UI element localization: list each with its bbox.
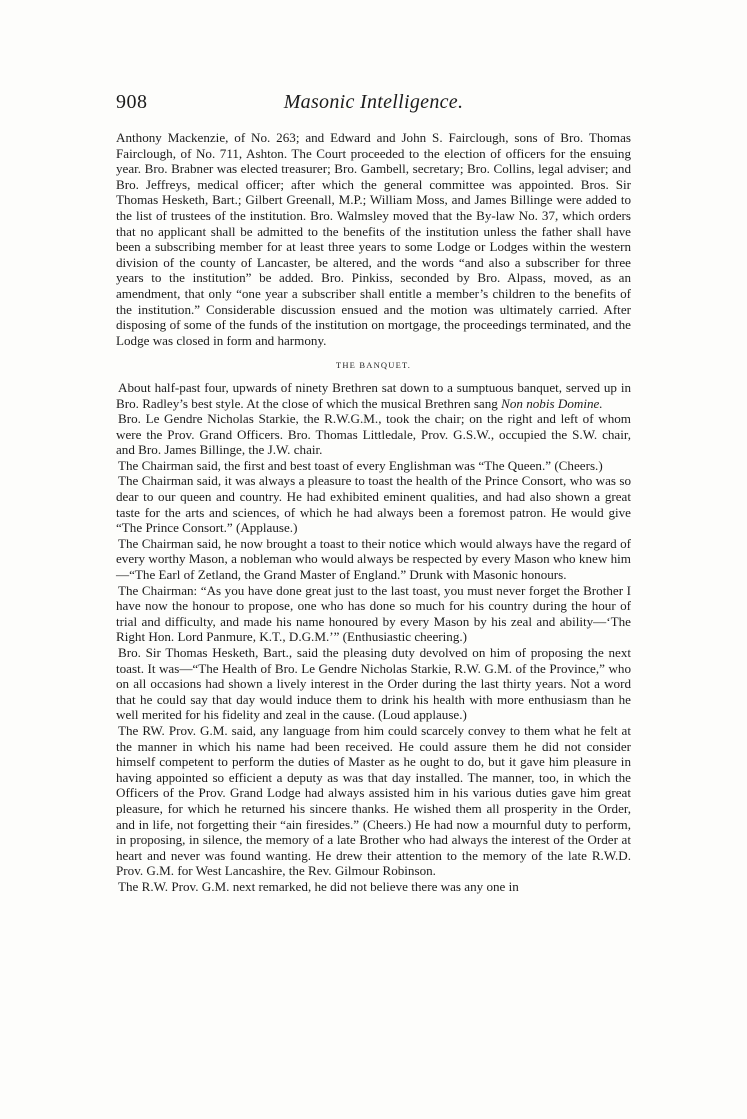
paragraph-prov-gm-reply: The RW. Prov. G.M. said, any language from him could scarcely convey to them what he felt at the manner in which his name had been received. He could assure them he did not consider himself competent to perform the duties of Master as he ought to do, but it gave him pleasure in having appointed so efficient a deputy as was that day installed. The manner, too, in which the Officers of the Prov. Grand Lodge had always assisted him in his various duties gave him great pleasure, for which he returned his sincere thanks. He wished them all prosperity in the Order, and in life, not forgetting their “ain firesides.” (Cheers.) He had now a mournful duty to perform, in proposing, in silence, the memory of a late Brother who had always the interest of the Order at heart and never was found wanting. He drew their attention to the memory of the late R.W.D. Prov. G.M. for West Lancashire, the Rev. Gilmour Robinson.	[116, 722, 631, 879]
running-title: Masonic Intelligence.	[283, 91, 464, 113]
paragraph-court-proceedings: Anthony Mackenzie, of No. 263; and Edward and John S. Fairclough, sons of Bro. Thomas Fairclough, of No. 711, Ashton. The Court proceeded to the election of officers for the ensuing year. Bro. Brabner was elected treasurer; Bro. Gambell, secretary; Bro. Collins, legal adviser; and Bro. Jeffreys, medical officer; after which the general committee was appointed. Bros. Sir Thomas Hesketh, Bart.; Gilbert Greenall, M.P.; William Moss, and James Billinge were added to the list of trustees of the institution. Bro. Walmsley moved that the By-law No. 37, which orders that no applicant shall be admitted to the benefits of the institution unless the father shall have been a subscribing member for at least three years to some Lodge or Lodges within the western division of the county of Lancaster, be altered, and the words “and also a subscriber for three years to the institution” be added. Bro. Pinkiss, seconded by Bro. Alpass, moved, as an amendment, that only “one year a subscriber shall entitle a member’s children to the benefits of the institution.” Considerable discussion ensued and the motion was ultimately carried. After disposing of some of the funds of the institution on mortgage, the proceedings terminated, and the Lodge was closed in form and harmony.	[116, 130, 631, 348]
paragraph-toast-queen: The Chairman said, the first and best toast of every Englishman was “The Queen.” (Cheers.)	[118, 457, 603, 473]
paragraph-toast-lord-panmure: The Chairman: “As you have done great just to the last toast, you must never forget the Brother I have now the honour to propose, one who has done so much for his country during the hour of trial and difficulty, and made his name honoured by every Mason by his zeal and ability—‘The Right Hon. Lord Panmure, K.T., D.G.M.’” (Enthusiastic cheering.)	[116, 582, 631, 645]
section-heading: THE BANQUET.	[335, 360, 412, 371]
paragraph-chair: Bro. Le Gendre Nicholas Starkie, the R.W.G.M., took the chair; on the right and left of whom were the Prov. Grand Officers. Bro. Thomas Littledale, Prov. G.S.W., occupied the S.W. chair, and Bro. James Billinge, the J.W. chair.	[116, 411, 631, 458]
latin-hymn-title: Non nobis Domine.	[501, 395, 603, 411]
paragraph-toast-prince-consort: The Chairman said, it was always a pleasure to toast the health of the Prince Consort, who was so dear to our queen and country. He had exhibited eminent qualities, and had also shown a great taste for the arts and sciences, of which he had always been a foremost patron. He would give “The Prince Consort.” (Applause.)	[116, 473, 631, 536]
paragraph-toast-starkie: Bro. Sir Thomas Hesketh, Bart., said the pleasing duty devolved on him of proposing the next toast. It was—“The Health of Bro. Le Gendre Nicholas Starkie, R.W. G.M. of the Province,” who on all occasions had shown a lively interest in the Order during the last thirty years. Not a word that he could say that day would induce them to drink his health with more enthusiasm than he well merited for his fidelity and zeal in the cause. (Loud applause.)	[116, 645, 631, 723]
paragraph-closing-fragment: The R.W. Prov. G.M. next remarked, he did not believe there was any one in	[118, 878, 519, 894]
article-body	[116, 130, 631, 895]
page-header	[116, 91, 631, 115]
paragraph-banquet-intro	[116, 380, 631, 411]
page-number: 908	[116, 91, 148, 113]
paragraph-toast-earl-zetland: The Chairman said, he now brought a toast to their notice which would always have the regard of every worthy Mason, a nobleman who would always be respected by every Mason who knew him—“The Earl of Zetland, the Grand Master of England.” Drunk with Masonic honours.	[116, 535, 631, 583]
banquet-intro-text: About half-past four, upwards of ninety Brethren sat down to a sumptuous banquet, served up in Bro. Radley’s best style. At the close of which the musical Brethren sang	[116, 379, 631, 411]
